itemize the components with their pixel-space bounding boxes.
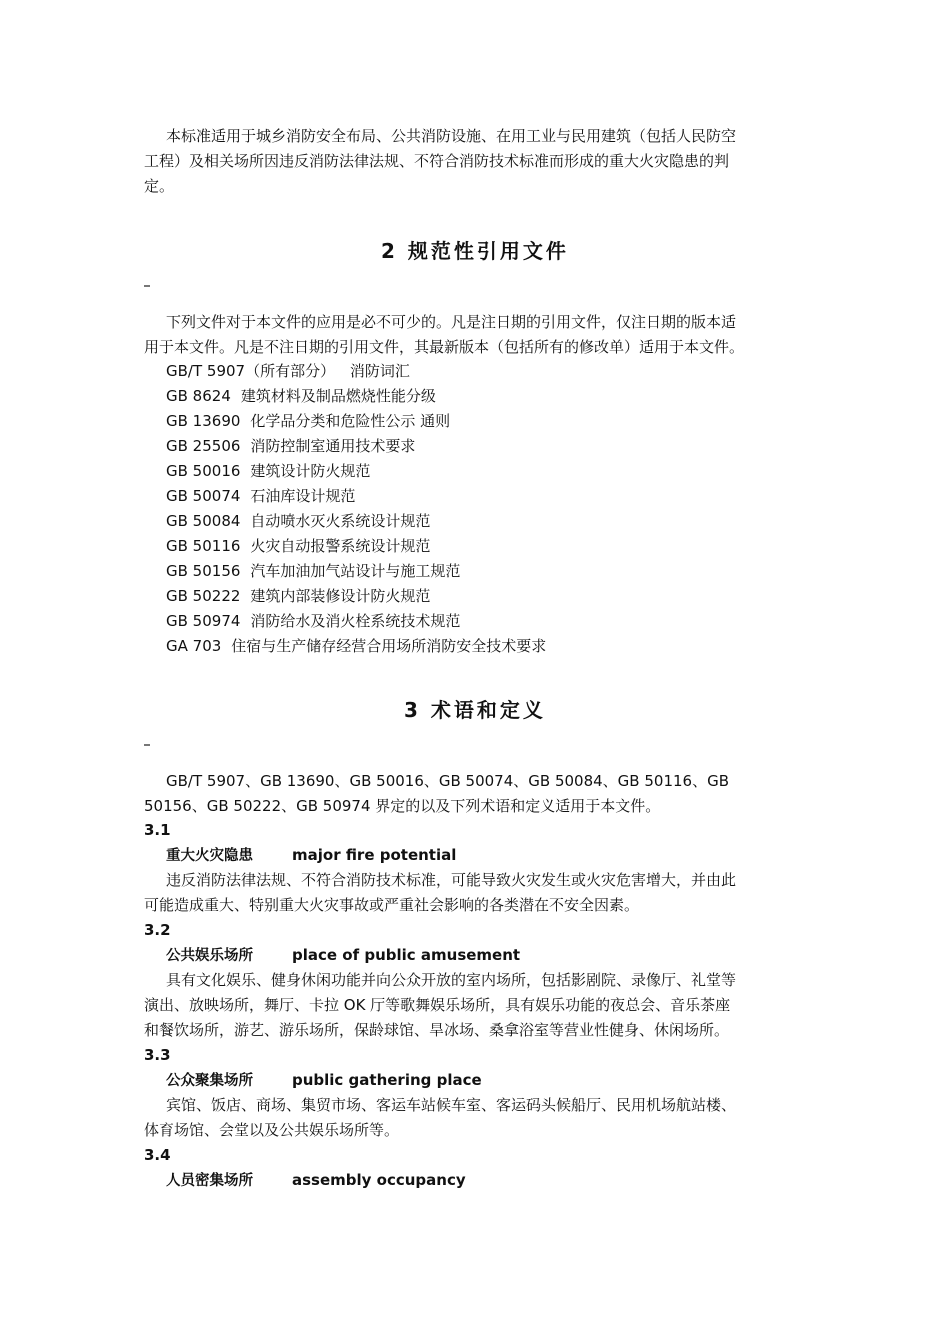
clause-number: 3.4 [144, 1146, 171, 1164]
reference-title: 汽车加油加气站设计与施工规范 [250, 562, 461, 580]
section-2-intro-line: 下列文件对于本文件的应用是必不可少的。凡是注日期的引用文件，仅注日期的版本适 [166, 313, 737, 331]
term-en: assembly occupancy [292, 1171, 466, 1189]
section-3-intro-line: 50156、GB 50222、GB 50974 界定的以及下列术语和定义适用于本文件。 [144, 797, 661, 815]
reference-code: GB 50084 [166, 512, 241, 530]
reference-code: GB 8624 [166, 387, 231, 405]
reference-item [166, 434, 546, 459]
term-zh: 人员密集场所 [166, 1173, 253, 1189]
section-3-intro [144, 769, 814, 819]
term-zh: 公共娱乐场所 [166, 948, 253, 964]
term-en: public gathering place [292, 1071, 482, 1089]
section-2-intro-line: 用于本文件。凡是不注日期的引用文件，其最新版本（包括所有的修改单）适用于本文件。 [144, 338, 745, 356]
term-definition [144, 868, 814, 918]
reference-item [166, 559, 546, 584]
reference-item [166, 609, 546, 634]
reference-item [166, 409, 546, 434]
reference-title: 建筑内部装修设计防火规范 [250, 587, 431, 605]
reference-title: 石油库设计规范 [250, 487, 356, 505]
reference-code: GB 50116 [166, 537, 241, 555]
reference-item [166, 584, 546, 609]
term-definition [144, 968, 814, 1043]
reference-title: 住宿与生产储存经营合用场所消防安全技术要求 [231, 637, 547, 655]
definition-line: 可能造成重大、特别重大火灾事故或严重社会影响的各类潜在不安全因素。 [144, 896, 640, 914]
reference-item [166, 509, 546, 534]
scope-line: 定。 [144, 177, 175, 195]
scope-line: 本标准适用于城乡消防安全布局、公共消防设施、在用工业与民用建筑（包括人民防空 [166, 127, 737, 145]
definition-line: 具有文化娱乐、健身休闲功能并向公众开放的室内场所，包括影剧院、录像厅、礼堂等 [166, 971, 737, 989]
term-heading [166, 943, 520, 969]
definition-line: 演出、放映场所，舞厅、卡拉 OK 厅等歌舞娱乐场所，具有娱乐功能的夜总会、音乐茶座 [144, 996, 731, 1014]
reference-code: GB/T 5907（所有部分） [166, 362, 336, 380]
reference-code: GB 25506 [166, 437, 241, 455]
term-heading [166, 1068, 482, 1094]
definition-line: 体育场馆、会堂以及公共娱乐场所等。 [144, 1121, 400, 1139]
clause-number: 3.1 [144, 821, 171, 839]
reference-code: GB 13690 [166, 412, 241, 430]
reference-item [166, 384, 546, 409]
reference-code: GB 50974 [166, 612, 241, 630]
reference-item [166, 634, 546, 659]
reference-item [166, 359, 546, 384]
section-3-intro-line: GB/T 5907、GB 13690、GB 50016、GB 50074、GB 50084、GB 50116、GB [166, 772, 729, 790]
scope-line: 工程）及相关场所因违反消防法律法规、不符合消防技术标准而形成的重大火灾隐患的判 [144, 152, 730, 170]
definition-line: 和餐饮场所，游艺、游乐场所，保龄球馆、旱冰场、桑拿浴室等营业性健身、休闲场所。 [144, 1021, 730, 1039]
section-3-heading: 3 术语和定义 [404, 698, 546, 722]
reference-title: 建筑设计防火规范 [250, 462, 371, 480]
reference-code: GB 50016 [166, 462, 241, 480]
term-heading [166, 1168, 466, 1194]
term-en: place of public amusement [292, 946, 521, 964]
reference-code: GA 703 [166, 637, 222, 655]
reference-code: GB 50222 [166, 587, 241, 605]
scope-paragraph [144, 124, 814, 199]
section-3-mark [144, 744, 150, 746]
reference-code: GB 50074 [166, 487, 241, 505]
section-2-intro [144, 310, 814, 360]
reference-title: 消防控制室通用技术要求 [250, 437, 416, 455]
term-en: major fire potential [292, 846, 457, 864]
normative-reference-list [166, 359, 546, 659]
reference-title: 化学品分类和危险性公示 通则 [250, 412, 451, 430]
section-2-heading: 2 规范性引用文件 [381, 239, 569, 263]
term-zh: 公众聚集场所 [166, 1073, 253, 1089]
reference-title: 自动喷水灭火系统设计规范 [250, 512, 431, 530]
clause-number: 3.3 [144, 1046, 171, 1064]
reference-item [166, 459, 546, 484]
reference-item [166, 534, 546, 559]
term-heading [166, 843, 456, 869]
reference-title: 消防给水及消火栓系统技术规范 [250, 612, 461, 630]
term-zh: 重大火灾隐患 [166, 848, 253, 864]
reference-title: 建筑材料及制品燃烧性能分级 [240, 387, 436, 405]
reference-code: GB 50156 [166, 562, 241, 580]
definition-line: 违反消防法律法规、不符合消防技术标准，可能导致火灾发生或火灾危害增大，并由此 [166, 871, 737, 889]
term-definition [144, 1093, 814, 1143]
clause-number: 3.2 [144, 921, 171, 939]
definition-line: 宾馆、饭店、商场、集贸市场、客运车站候车室、客运码头候船厅、民用机场航站楼、 [166, 1096, 737, 1114]
section-2-mark [144, 285, 150, 287]
reference-title: 消防词汇 [345, 362, 410, 380]
reference-item [166, 484, 546, 509]
reference-title: 火灾自动报警系统设计规范 [250, 537, 431, 555]
